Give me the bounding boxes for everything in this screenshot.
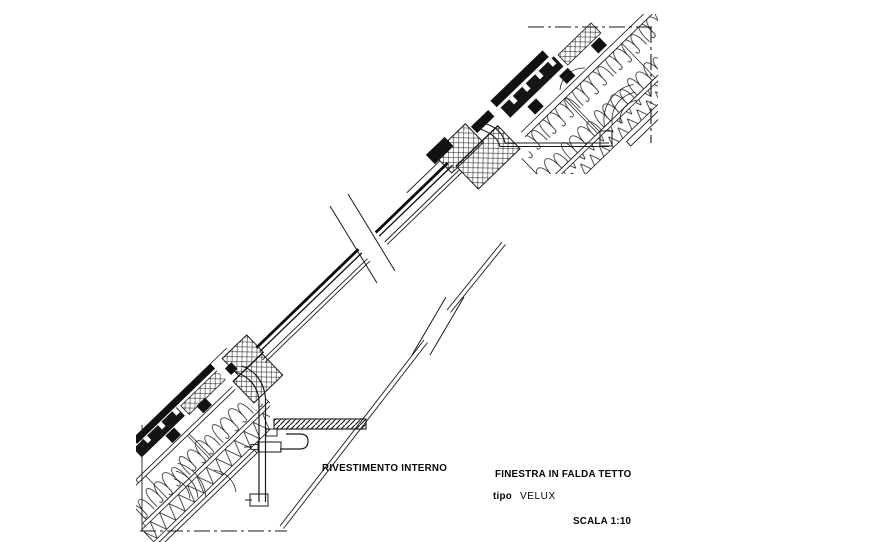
batten <box>527 98 543 114</box>
label-rivestimento-interno: RIVESTIMENTO INTERNO <box>322 463 448 474</box>
label-velux: VELUX <box>519 491 556 502</box>
label-scale: SCALA 1:10 <box>573 516 632 527</box>
roof-segment-upper <box>478 0 775 206</box>
break-symbol-glazing <box>330 194 395 283</box>
label-title: FINESTRA IN FALDA TETTO <box>495 469 632 480</box>
side-reveal-edge <box>280 242 506 529</box>
roof-window <box>208 94 534 413</box>
glazing-unit <box>249 155 462 362</box>
label-tipo: tipo VELUX <box>493 491 556 502</box>
interior-board <box>266 419 366 436</box>
